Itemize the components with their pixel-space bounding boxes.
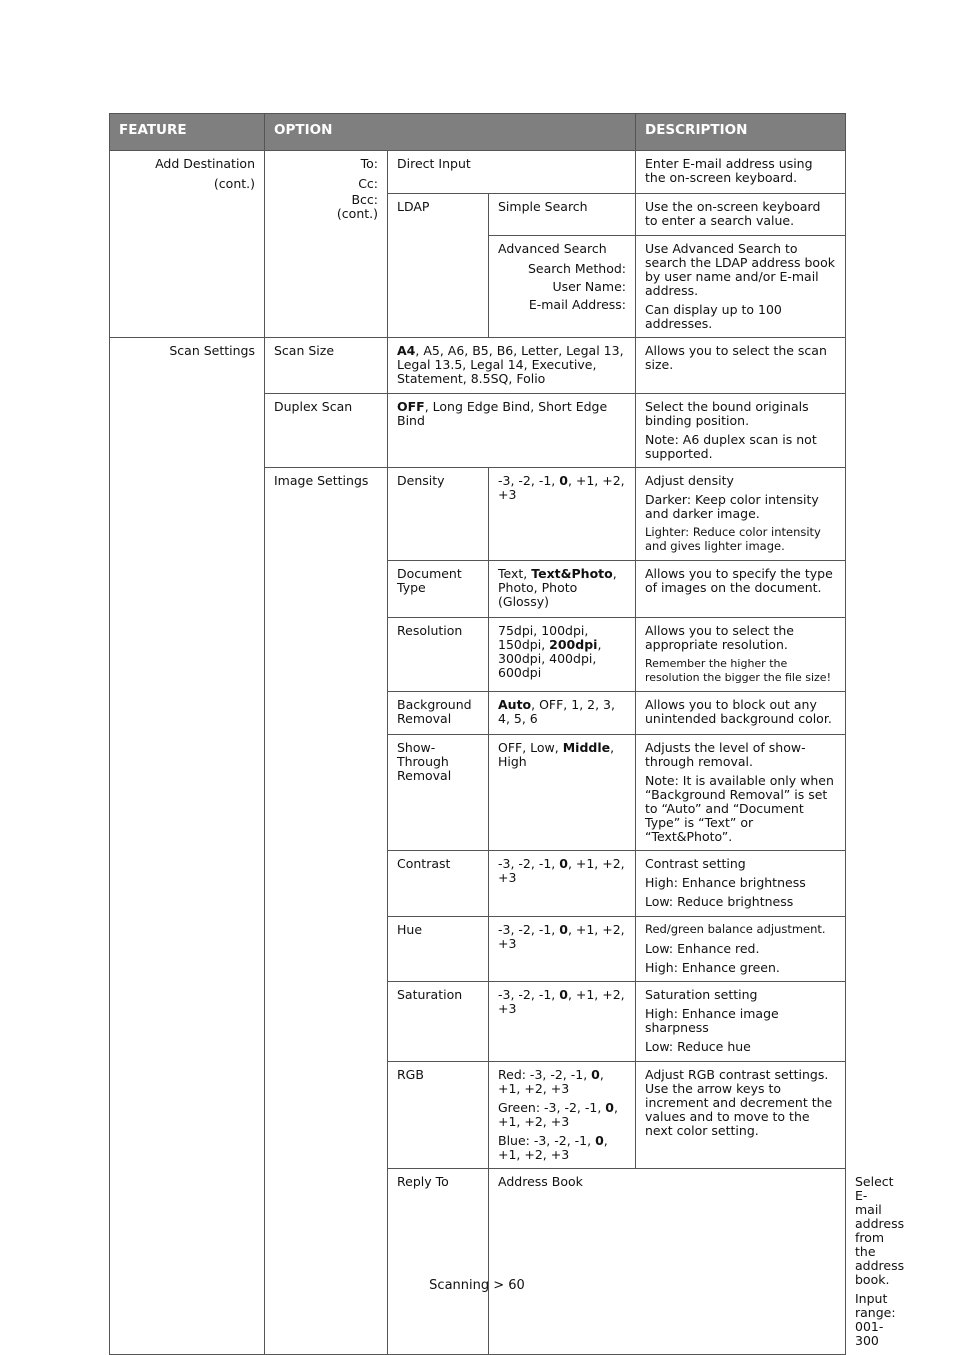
description-cell: Allows you to select the scan size. [636,338,846,394]
setting-cell: Resolution [388,618,489,692]
value-cell: -3, -2, -1, 0, +1, +2, +3 [489,982,636,1062]
value-cell: -3, -2, -1, 0, +1, +2, +3 [489,917,636,982]
description-cell: Adjust density Darker: Keep color intensity and darker image. Lighter: Reduce color intensity and gives lighter image. [636,468,846,561]
option-cell: Image Settings [265,468,388,1355]
value-cell: Red: -3, -2, -1, 0, +1, +2, +3 Green: -3, -2, -1, 0, +1, +2, +3 Blue: -3, -2, -1, 0, +1, +2, +3 [489,1062,636,1169]
description-cell: Enter E-mail address using the on-screen keyboard. [636,151,846,194]
option-cell: Scan Size [265,338,388,394]
table-row [110,151,846,194]
value-cell: OFF, Long Edge Bind, Short Edge Bind [388,394,636,468]
description-cell: Use Advanced Search to search the LDAP address book by user name and/or E-mail address. Can display up to 100 addresses. [636,236,846,338]
description-cell: Red/green balance adjustment. Low: Enhance red. High: Enhance green. [636,917,846,982]
description-cell: Adjusts the level of show-through removal. Note: It is available only when “Background Removal” is set to “Auto” and “Document Type” is “Text” or “Text&Photo”. [636,735,846,851]
value-cell: Simple Search [489,194,636,236]
description-header: DESCRIPTION [636,114,846,151]
value-cell: Auto, OFF, 1, 2, 3, 4, 5, 6 [489,692,636,735]
description-cell: Allows you to specify the type of images on the document. [636,561,846,618]
option-header: OPTION [265,114,636,151]
settings-table [109,113,905,1355]
feature-header: FEATURE [110,114,265,151]
setting-cell: Background Removal [388,692,489,735]
value-cell: -3, -2, -1, 0, +1, +2, +3 [489,468,636,561]
description-cell: Contrast setting High: Enhance brightness Low: Reduce brightness [636,851,846,917]
description-cell: Adjust RGB contrast settings. Use the arrow keys to increment and decrement the values and to move to the next color setting. [636,1062,846,1169]
feature-cell: Scan Settings [110,338,265,1355]
page-footer: Scanning > 60 [429,1278,525,1293]
setting-cell: Contrast [388,851,489,917]
value-cell: Text, Text&Photo, Photo, Photo (Glossy) [489,561,636,618]
description-cell: Use the on-screen keyboard to enter a search value. [636,194,846,236]
description-cell: Allows you to block out any unintended background color. [636,692,846,735]
recipient-labels: To: Cc: Bcc: (cont.) [265,151,388,338]
value-cell: Advanced Search Search Method: User Name: E-mail Address: [489,236,636,338]
value-cell: Address Book [489,1169,846,1355]
table-header-row [110,114,846,151]
option-cell: Reply To [388,1169,489,1355]
value-cell: -3, -2, -1, 0, +1, +2, +3 [489,851,636,917]
setting-cell: Show-Through Removal [388,735,489,851]
table-row [110,338,846,394]
setting-cell: Document Type [388,561,489,618]
description-cell: Allows you to select the appropriate resolution. Remember the higher the resolution the bigger the file size! [636,618,846,692]
value-cell: A4, A5, A6, B5, B6, Letter, Legal 13, Legal 13.5, Legal 14, Executive, Statement, 8.5SQ, Folio [388,338,636,394]
value-cell: 75dpi, 100dpi, 150dpi, 200dpi, 300dpi, 400dpi, 600dpi [489,618,636,692]
feature-cell: Add Destination (cont.) [110,151,265,338]
description-cell: Select the bound originals binding position. Note: A6 duplex scan is not supported. [636,394,846,468]
table-row: Reply To Address Book Select E-mail address from the address book. Input range: 001-300 [110,1169,846,1355]
setting-cell: Density [388,468,489,561]
option-cell: LDAP [388,194,489,338]
option-cell: Direct Input [388,151,636,194]
value-cell: OFF, Low, Middle, High [489,735,636,851]
setting-cell: RGB [388,1062,489,1169]
setting-cell: Saturation [388,982,489,1062]
option-cell: Duplex Scan [265,394,388,468]
setting-cell: Hue [388,917,489,982]
description-cell: Saturation setting High: Enhance image sharpness Low: Reduce hue [636,982,846,1062]
